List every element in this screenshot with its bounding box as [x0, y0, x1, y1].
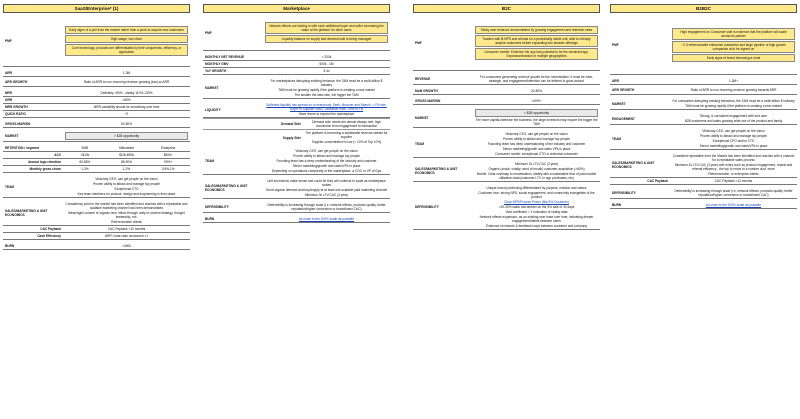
- b2c-sales-row: [413, 161, 600, 182]
- cell: <20-30% sales mid-stream on the 5% sale of 30 days: [498, 205, 575, 209]
- cell: Visionary CEO, can get people on the vision: [702, 129, 765, 133]
- cell: $10k-$50k: [119, 153, 134, 157]
- cell: Network effects are kicking in with each additional buyer and seller increasing the value of the platform for other users: [265, 22, 388, 34]
- row-label: ACV: [54, 153, 61, 157]
- b2c-team-row: [413, 131, 600, 158]
- cell: ARR / total cash consumed >1: [104, 234, 149, 238]
- saas-grr-row: [3, 97, 190, 104]
- cell: Strong, & consistent engagement with end user: [700, 114, 767, 118]
- b2b2c-arr-row: [610, 78, 797, 85]
- cell: Evidence of network & feedback loops between customer and company: [486, 224, 587, 228]
- b2b2c-column: [610, 4, 797, 415]
- row-label: MARKET: [205, 86, 219, 90]
- b2b2c-burn-row: [610, 202, 797, 209]
- cell: 50-80%: [121, 122, 132, 126]
- cell: TAM must be growing rapidly if the platform is creating a new market: [685, 104, 782, 108]
- col-header: SMB: [81, 146, 89, 150]
- row-label: GRR: [5, 98, 13, 102]
- b2b2c-team-row: [610, 128, 797, 150]
- cell: Defensibility is increasing through scale (i.e. network effects, products quality, better reputation/higher conversion or brand/lower CAC): [674, 189, 793, 197]
- cell: CAC Payback <12 months: [107, 227, 146, 231]
- row-label: MONTHLY GMV: [205, 62, 229, 66]
- b2b2c-header: B2B2C: [610, 4, 797, 13]
- cell: Early signs of a pull from the market rather than a push to acquire new customers: [65, 26, 188, 34]
- cell: Consumer mobile: exceptional CTO or technical cofounder: [495, 152, 578, 156]
- cell: Senior marketing/growth and sales/VPs in place: [292, 164, 361, 168]
- cell: High engagement on Consumer side is evidence that the platform will scale across its partner: [672, 28, 795, 40]
- row-label: Monthly gross churn: [29, 167, 61, 171]
- cell: TAM must be growing rapidly if the platform is creating a new market: [278, 88, 375, 92]
- row-label: MoM GROWTH: [415, 89, 438, 93]
- cell: Core technology, products are differentiated by their uniqueness, efficiency, or application: [65, 44, 188, 56]
- cell: Exceptional CPO and/or CTO: [712, 139, 755, 143]
- cell: Founding team has deep understanding of the industry and customer: [487, 142, 586, 146]
- cell: >80%: [122, 98, 131, 102]
- row-label: Demand Side: [280, 122, 301, 126]
- b2c-pmf-row: [413, 15, 600, 71]
- b2c-revenue-row: [413, 74, 600, 85]
- row-label: REVENUE: [415, 77, 431, 81]
- cell: Have levers to expand the marketplace: [298, 112, 355, 116]
- row-label: MARKET: [612, 101, 626, 106]
- cell: Proven ability to attract and manage top people: [700, 134, 767, 138]
- cell: Traction with B-NPS and at least on a periodically viable unit, able to cheaply acquire customers before expanding into broader offerings: [475, 35, 598, 47]
- b2c-mom-row: [413, 88, 600, 95]
- row-label: ARR: [612, 79, 619, 83]
- cell: 3-4x: [323, 69, 330, 73]
- b2c-defensibility-row: [413, 185, 600, 230]
- cell: >40%+: [531, 99, 542, 103]
- cell: Visionary CEO, can get people on the vision: [95, 177, 158, 181]
- b2b2c-sales-row: [610, 153, 797, 178]
- cell: Minimum 3x LTV:CAC (3 year) with every such as product engagement, repeat and referral efficiency - the top to move to a number cust. more: [674, 163, 793, 171]
- saas-arr-row: [3, 70, 190, 77]
- cell: For companies disrupting existing behaviors, the TAM must be a multi-billion $ industry: [672, 99, 795, 103]
- row-label: YoY GROWTH: [205, 69, 227, 73]
- saas-mrr-growth-row: [3, 104, 190, 111]
- saas-arr-growth-row: [3, 77, 190, 87]
- cell: 1-3%: [81, 167, 89, 171]
- row-label: NRR: [5, 91, 12, 95]
- saas-sales-row: [3, 201, 190, 226]
- saas-retention-table: [3, 145, 190, 173]
- liquidity-link[interactable]: Sufficient liquidity has spread on to everybody. Seek, discover and Search -> Fill rate, Buyer to Supplier Ratio, Utilization Rate, Time to Fill: [266, 103, 387, 111]
- cell: > 200k: [321, 55, 332, 59]
- cell: Customer love: strong NPS, social engagement, and community evangelists of the product: [478, 191, 595, 199]
- cell: Unique brand positioning differentiated by purpose, mission and values: [486, 186, 587, 190]
- cell: 500k - 1M: [319, 62, 334, 66]
- cell: Key team members for product, design and engineering in their place: [77, 192, 176, 196]
- cell: For consumers generating revenue growth for the monetization, it must be clear, strategic, and engagement/retention can be defined to grow around: [479, 75, 594, 83]
- marketplace-team-row: [203, 148, 390, 175]
- cell: Unit economics make sense and could be they will continue to scale as marketplace scales: [267, 179, 386, 187]
- row-label: ENGAGEMENT: [612, 116, 635, 121]
- saas-gross-margin-row: [3, 121, 190, 128]
- cell: Proven ability to attract and manage top people: [503, 137, 570, 141]
- cell: Mobile: Clear roadmap to monetization, ideally with a sustainable flow of paid market utilization data (customer LTV, in app purchases, etc): [476, 172, 597, 180]
- cell: High usage, low churn: [65, 35, 188, 43]
- cell: 60-85%: [79, 160, 91, 164]
- saas-pmf-row: [3, 15, 190, 67]
- saas-burn-row: [3, 243, 190, 250]
- saas-nrr-row: [3, 90, 190, 97]
- cell: Visionary CEO, can get people on the vision: [505, 132, 568, 136]
- cell: Founding team has a deep understanding of the industry and customer: [276, 159, 377, 163]
- row-label: Supply Side: [282, 135, 301, 140]
- cell: The smaller the take-rate, the bigger the TAM: [294, 93, 359, 97]
- row-label: SALES/MARKETING & UNIT ECONOMICS: [415, 167, 458, 175]
- cell: Consistent repeatable from the Market has been identified and reaches with a channel for a repeatable sales process: [672, 154, 795, 162]
- row-label: CAC Payback: [647, 179, 668, 183]
- cell: $50k+: [163, 153, 173, 157]
- cell: Referenceable, or enterprise clients: [708, 172, 759, 176]
- row-label: SALES/MARKETING & UNIT ECONOMICS: [205, 184, 248, 192]
- row-label: Cash Efficiency: [37, 234, 61, 238]
- cell: Minimum 3x LTV:CAC (3 year): [304, 193, 349, 197]
- cell: Exceptional CTO: [114, 187, 139, 191]
- row-label: TEAM: [612, 136, 622, 141]
- cell: 20-80%: [531, 89, 542, 93]
- marketplace-defensibility-row: [203, 202, 390, 213]
- cell: Defensibility is increasing through scale (i.e. network effects, products quality, better reputation/higher conversion or brand/lower CAC): [267, 203, 386, 211]
- cell: MRR variability should be smoothing over time: [93, 105, 160, 109]
- row-label: BURN: [612, 203, 622, 207]
- b2c-header: B2C: [413, 4, 600, 13]
- row-label: SALES/MARKETING & UNIT ECONOMICS: [612, 161, 655, 169]
- cell: Proven ability to attract and manage top people: [93, 182, 160, 186]
- row-label: MONTHLY NET REVENUE: [205, 55, 244, 59]
- cell: Clear NPS/Product Power (like 8% Customer): [504, 200, 569, 204]
- cell: <400k: [122, 244, 131, 248]
- burn-link[interactable]: As close to the 100% scale as possible: [705, 203, 762, 207]
- row-label: ARR GROWTH: [612, 87, 635, 92]
- b2c-gm-row: [413, 98, 600, 105]
- cell: Depending on operations complexity of the marketplace, a COO or VP of Ops: [271, 169, 382, 173]
- row-label: ARR GROWTH: [5, 79, 28, 84]
- marketplace-burn-row: [203, 216, 390, 223]
- cell: > $1B opportunity: [475, 109, 598, 117]
- saas-header: SaaS/Enterprise* (1): [3, 4, 190, 13]
- row-label: TEAM: [415, 142, 425, 146]
- row-label: GROSS MARGIN: [5, 122, 31, 126]
- col-header: Midmarket: [119, 146, 134, 150]
- row-label: QUICK RATIO: [5, 112, 26, 116]
- cell: The platform is becoming a substantial revenue stream for supplier: [305, 131, 388, 139]
- cell: For marketplaces disrupting existing behavior, the TAM must be a multi-billion $ industry: [270, 79, 383, 87]
- row-label: CAC Payback: [40, 227, 61, 231]
- col-header: Enterprise: [160, 146, 176, 150]
- row-label: PMF: [415, 40, 422, 45]
- cell: 1-3M+: [728, 79, 739, 83]
- row-label: MRR GROWTH: [5, 105, 28, 109]
- marketplace-pmf-row: [203, 15, 390, 51]
- cell: Senior marketing/growth and sales VPs in place: [502, 147, 571, 151]
- b2b2c-pmf-row: [610, 15, 797, 75]
- cell: Proven ability to attract and manage top people: [293, 154, 360, 158]
- b2b2c-arr-growth-row: [610, 85, 797, 95]
- cell: Early signs of brand becoming a moat: [672, 54, 795, 62]
- b2b2c-market-row: [610, 98, 797, 110]
- cell: 1-3M: [122, 71, 131, 75]
- cell: B2B customers and sales growing wide use of the product and family: [684, 119, 783, 123]
- row-label: LIQUIDITY: [205, 107, 221, 112]
- b2b2c-engagement-row: [610, 113, 797, 125]
- saas-market-row: [3, 131, 190, 142]
- cell: 90%+: [164, 160, 173, 164]
- saas-quick-ratio-row: [3, 111, 190, 118]
- row-label: BURN: [205, 217, 215, 221]
- cell: Sticky user behavior demonstrated by growing engagement and retention rates: [475, 26, 598, 34]
- row-label: GROSS MARGIN: [415, 99, 441, 103]
- cell: Ratio of ARR to non-recurring revenue growing towards ARR: [690, 87, 777, 92]
- row-label: PMF: [612, 42, 619, 47]
- cell: > $1B opportunity: [65, 132, 188, 140]
- row-label: PMF: [5, 38, 12, 43]
- cell: +2: [124, 112, 129, 116]
- row-label: ARR: [5, 71, 12, 75]
- cell: Meaningful volume of organic new, inflow through unity to content strategy, thought leadership, etc.: [68, 211, 185, 219]
- cell: 0.5%-1%: [161, 167, 175, 171]
- cell: ~2-3 referenceable enterprise customers and large pipeline of high growth companies at to be signed on: [672, 41, 795, 53]
- cell: Demand side needs are almost always met, high conversion from engagement to transaction: [312, 120, 381, 128]
- burn-link[interactable]: As close to the 100% scale as possible: [298, 217, 355, 221]
- cell: Liquidity balance on supply and demand side is being managed: [265, 35, 388, 43]
- row-label: BURN: [5, 244, 15, 248]
- b2c-market-row: [413, 108, 600, 128]
- cell: 85-90%: [121, 160, 132, 164]
- cell: Referenceable clients: [111, 220, 142, 224]
- cell: Viral coefficient > 1 indication of virality data: [505, 210, 568, 214]
- saas-column: [3, 4, 190, 415]
- cell: Definitely >90% , ideally 110%-130%: [100, 91, 153, 95]
- marketplace-market-row: [203, 78, 390, 99]
- row-label: Annual logo retention: [28, 160, 61, 164]
- marketplace-sales-row: [203, 178, 390, 199]
- cell: Consumer mobile: Evidence the app has potential to be the dominant app. Expansion/traction in multiple geographies: [475, 48, 598, 60]
- row-label: MARKET: [5, 134, 19, 138]
- row-label: DEFENSIBILITY: [205, 205, 229, 209]
- row-label: TEAM: [5, 184, 15, 189]
- cell: Senior marketing/growth and sales/VPs in place: [699, 144, 768, 148]
- cell: Organic (social, virality, word of mouth) customer acquisition (>60%): [488, 167, 585, 171]
- cell: <$10k: [80, 153, 90, 157]
- cell: Minimum 3x LTV:CAC (3 year): [514, 162, 559, 166]
- cell: Ratio of ARR to non-recurring revenue growing (low) vs ARR: [83, 79, 170, 84]
- saas-team-row: [3, 176, 190, 198]
- cell: Network effects expansion- as an existing user base over time, indicating deeper engagement/habits between users: [479, 215, 594, 223]
- row-label: DEFENSIBILITY: [612, 191, 636, 195]
- cell: CAC Payback <12 months: [714, 179, 753, 183]
- cell: Supplier concentration is low (< 10% of Top 10%): [311, 140, 382, 144]
- row-label: TEAM: [205, 159, 215, 163]
- row-label: SALES/MARKETING & UNIT ECONOMICS: [5, 209, 48, 217]
- row-label: DEFENSIBILITY: [415, 205, 439, 209]
- cell: Good organic demand and buy/supply at at least one scalable paid marketing channel: [265, 188, 388, 192]
- b2b2c-defensibility-row: [610, 188, 797, 199]
- cell: The more capital-intensive the business, the large investors may require the bigger the TAM: [475, 118, 598, 126]
- marketplace-header: Marketplace: [203, 4, 390, 13]
- b2c-column: [413, 4, 600, 415]
- row-label: MARKET: [415, 115, 429, 120]
- marketplace-column: [203, 4, 390, 415]
- row-label: PMF: [205, 30, 212, 35]
- cell: Visionary CEO, can get people on the vision: [295, 149, 358, 153]
- marketplace-liquidity-row: [203, 102, 390, 118]
- row-label: RETENTION / segment: [5, 146, 40, 150]
- cell: Consistency point in the market has been identified and reaches with a repeatable and scalable marketing channel has been demonstrated: [65, 202, 188, 210]
- cell: 1-2%: [122, 167, 131, 171]
